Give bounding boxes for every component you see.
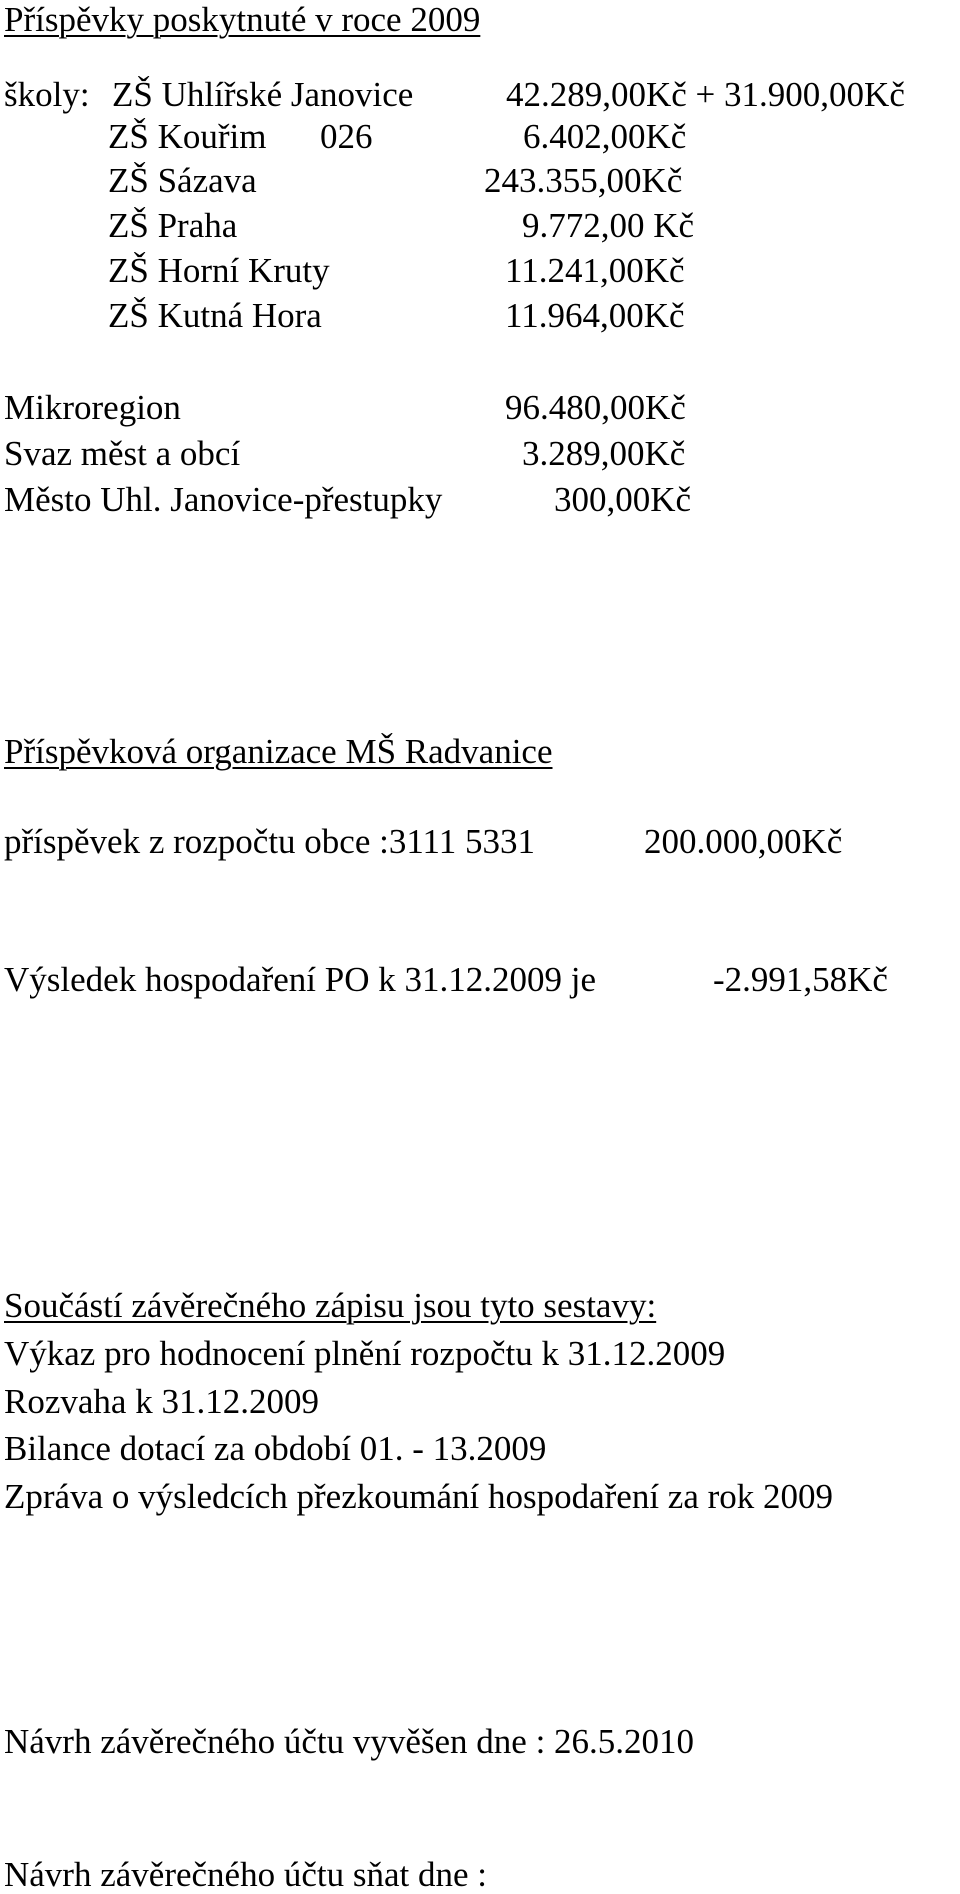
school-name-4: ZŠ Praha xyxy=(108,206,238,245)
ms-heading: Příspěvková organizace MŠ Radvanice xyxy=(4,732,553,771)
school-name-2: ZŠ Kouřim xyxy=(108,117,267,156)
school-code-2: 026 xyxy=(320,117,373,156)
school-name-1: ZŠ Uhlířské Janovice xyxy=(112,75,414,114)
schools-prefix: školy: xyxy=(4,75,90,114)
other-name-2: Svaz měst a obcí xyxy=(4,434,241,473)
removed-date: Návrh závěrečného účtu sňat dne : xyxy=(4,1855,487,1894)
report-item-4: Zpráva o výsledcích přezkoumání hospodaření za rok 2009 xyxy=(4,1477,834,1516)
contributions-heading: Příspěvky poskytnuté v roce 2009 xyxy=(4,0,481,39)
school-amount-1: 42.289,00Kč + 31.900,00Kč xyxy=(506,75,905,114)
other-name-3: Město Uhl. Janovice-přestupky xyxy=(4,480,443,519)
ms-result-label: Výsledek hospodaření PO k 31.12.2009 je xyxy=(4,960,597,999)
other-amount-3: 300,00Kč xyxy=(554,480,692,519)
reports-heading: Součástí závěrečného zápisu jsou tyto sestavy: xyxy=(4,1286,657,1325)
other-name-1: Mikroregion xyxy=(4,388,181,427)
school-amount-5: 11.241,00Kč xyxy=(505,251,685,290)
report-item-3: Bilance dotací za období 01. - 13.2009 xyxy=(4,1429,547,1468)
ms-result-amount: -2.991,58Kč xyxy=(713,960,888,999)
ms-contribution-label: příspěvek z rozpočtu obce :3111 5331 xyxy=(4,822,535,861)
school-name-3: ZŠ Sázava xyxy=(108,161,257,200)
school-name-6: ZŠ Kutná Hora xyxy=(108,296,322,335)
school-amount-6: 11.964,00Kč xyxy=(505,296,685,335)
report-item-1: Výkaz pro hodnocení plnění rozpočtu k 31.12.2009 xyxy=(4,1334,726,1373)
other-amount-1: 96.480,00Kč xyxy=(505,388,686,427)
school-amount-4: 9.772,00 Kč xyxy=(522,206,695,245)
ms-contribution-amount: 200.000,00Kč xyxy=(644,822,843,861)
report-item-2: Rozvaha k 31.12.2009 xyxy=(4,1382,319,1421)
other-amount-2: 3.289,00Kč xyxy=(522,434,686,473)
posted-date: Návrh závěrečného účtu vyvěšen dne : 26.5.2010 xyxy=(4,1722,695,1761)
school-name-5: ZŠ Horní Kruty xyxy=(108,251,330,290)
school-amount-3: 243.355,00Kč xyxy=(484,161,683,200)
school-amount-2: 6.402,00Kč xyxy=(523,117,687,156)
